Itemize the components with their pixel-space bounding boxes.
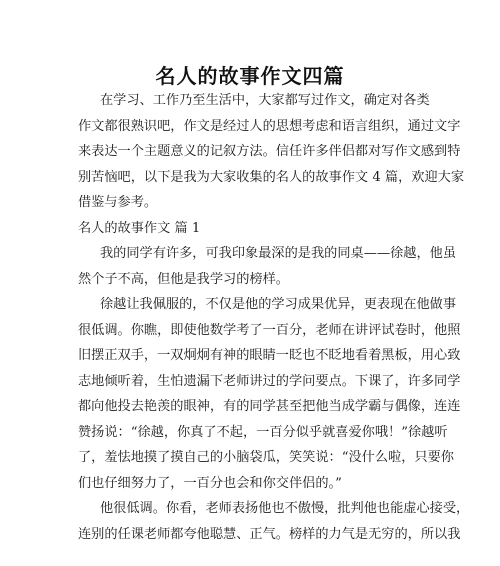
text-line: 在学习、工作乃至生活中，大家都写过作文，确定对各类	[100, 93, 430, 108]
text-line: 旧摆正双手，一双炯炯有神的眼睛一眨也不眨地看着黑板，用心致	[78, 348, 461, 363]
text-line: 赞扬说：“徐越，你真了不起，一百分似乎就喜爱你哦！”徐越听	[78, 424, 448, 440]
text-line: 名人的故事作文 篇 1	[78, 220, 201, 236]
text-line: 借鉴与参考。	[78, 195, 158, 210]
document-body	[78, 88, 470, 547]
text-line: 了，羞怯地摸了摸自己的小脑袋瓜，笑笑说：“没什么啦，只要你	[78, 450, 454, 465]
text-line: 连别的任课老师都夸他聪慧、正气。榜样的力气是无穷的，所以我	[78, 526, 461, 542]
text-line: 他很低调。你看，老师表扬他也不傲慢，批判他也能虚心接受，	[100, 501, 470, 516]
text-line: 志地倾听着，生怕遗漏下老师讲过的学问要点。下课了，许多同学	[78, 373, 461, 389]
text-line: 都向他投去艳羡的眼神，有的同学甚至把他当成学霸与偶像，连连	[78, 399, 461, 414]
text-line: 作文都很熟识吧，作文是经过人的思想考虑和语言组织，通过文字	[78, 118, 461, 134]
text-line: 来表达一个主题意义的记叙方法。信任许多伴侣都对写作文感到特	[78, 144, 461, 159]
text-line: 我的同学有许多，可我印象最深的是我的同桌——徐越，他虽	[100, 246, 457, 261]
page-title: 名人的故事作文四篇	[155, 64, 345, 88]
text-line: 徐越让我佩服的，不仅是他的学习成果优异，更表现在他做事	[100, 297, 457, 312]
text-line: 然个子不高，但他是我学习的榜样。	[78, 271, 289, 287]
text-line: 很低调。你瞧，即使他数学考了一百分，老师在讲评试卷时，他照	[78, 322, 461, 338]
text-line: 们也仔细努力了，一百分也会和你交伴侣的。”	[78, 475, 342, 491]
text-line: 别苦恼吧，以下是我为大家收集的名人的故事作文 4 篇，欢迎大家	[78, 169, 465, 185]
